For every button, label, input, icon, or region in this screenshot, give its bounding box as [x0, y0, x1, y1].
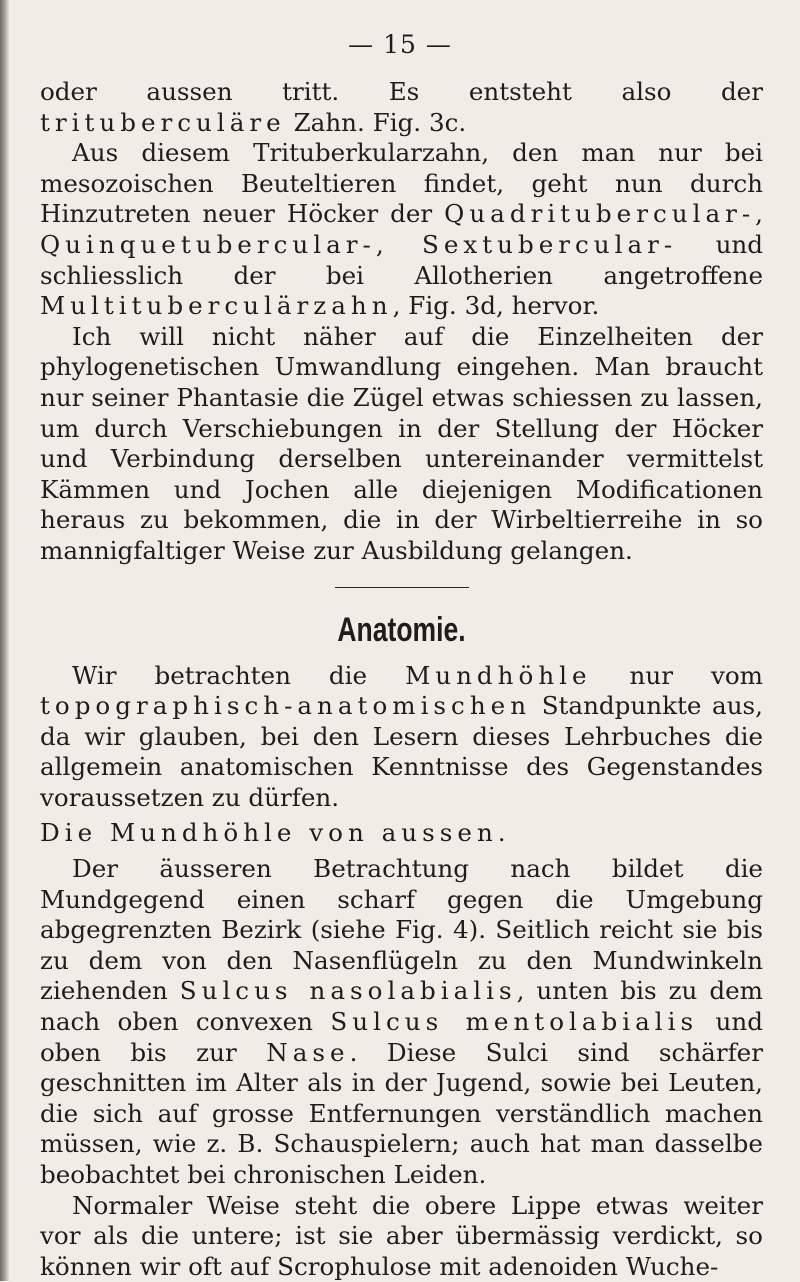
paragraph [40, 322, 763, 567]
spaced-term: Sextubercular- [421, 229, 678, 259]
spaced-term: Nase [266, 1037, 350, 1067]
top-paragraphs [40, 77, 763, 567]
text-run: Wir betrachten die [72, 660, 406, 690]
paragraph [40, 661, 763, 814]
paragraph [40, 1191, 763, 1282]
text-run: . Diese Sulci sind schärfer geschnitten im Alter als in der Jugend, sowie bei Leuten, die sich auf grosse Entfernungen verständlich machen müssen, wie z. B. Schauspielern; auch hat man dasselbe beobachtet bei chronischen Leiden. [40, 1037, 763, 1189]
text-run: oder aussen tritt. Es entsteht also der [40, 77, 763, 106]
spaced-term: Mundhöhle [405, 660, 592, 690]
spaced-term: Quinquetubercular- [40, 229, 376, 259]
text-run: nur vom [591, 660, 763, 690]
text-run: Aus diesem Trituberkularzahn, den man nur bei mesozoischen Beuteltieren findet, geht nun durch Hinzutreten neuer Höcker der [40, 138, 763, 229]
bottom-paragraphs [40, 854, 763, 1282]
text-run: Normaler Weise steht die obere Lippe etwas weiter vor als die untere; ist sie aber übermässig verdickt, so können wir oft auf Scrophulose mit adenoiden Wuche- [40, 1190, 763, 1281]
paragraph [40, 854, 763, 1191]
spaced-term: Sulcus mentolabialis [330, 1007, 699, 1037]
text-run: , [375, 229, 422, 259]
spaced-term: Quadritubercular- [444, 199, 756, 229]
book-binding-edge [0, 0, 9, 1281]
paragraph [40, 138, 763, 322]
text-run: und schliesslich der bei Allotherien angetroffene [40, 229, 763, 290]
section-divider [335, 587, 469, 588]
text-run: , Fig. 3d, hervor. [392, 291, 600, 321]
page-number: — 15 — [348, 30, 452, 59]
text-run: und oben bis zur [40, 1007, 763, 1067]
page-body [40, 77, 763, 1282]
paragraph [40, 77, 763, 138]
spaced-term: trituberculäre [40, 107, 286, 137]
spaced-term: topographisch-anatomischen [40, 691, 532, 721]
text-run: , unten bis zu dem nach oben convexen [40, 976, 763, 1037]
section-heading: Anatomie. [337, 610, 466, 649]
spaced-term: Multituberculärzahn [40, 291, 393, 321]
section-paragraphs [40, 661, 763, 814]
text-run: Zahn. Fig. 3c. [285, 107, 467, 137]
text-run: Standpunkte aus, da wir glauben, bei den Lesern dieses Lehrbuches die allgemein anatomischen Kenntnisse des Gegenstandes voraussetzen zu dürfen. [40, 691, 763, 812]
subsection-heading: Die Mundhöhle von aussen. [40, 818, 511, 848]
text-run: , [755, 199, 763, 229]
spaced-term: Sulcus nasolabialis [179, 976, 517, 1006]
text-run: Ich will nicht näher auf die Einzelheiten der phylogenetischen Umwandlung eingehen. Man braucht nur seiner Phantasie die Zügel etwas schiessen zu lassen, um durch Verschiebungen in der Stellung der Höcker und Verbindung derselben untereinander vermittelst Kämmen und Jochen alle diejenigen Modificationen heraus zu bekommen, die in der Wirbeltierreihe in so mannigfaltiger Weise zur Ausbildung gelangen. [40, 321, 763, 565]
text-run: Der äusseren Betrachtung nach bildet die Mundgegend einen scharf gegen die Umgebung abgegrenzten Bezirk (siehe Fig. 4). Seitlich reicht sie bis zu dem von den Nasenflügeln zu den Mundwinkeln ziehenden [40, 854, 763, 1006]
